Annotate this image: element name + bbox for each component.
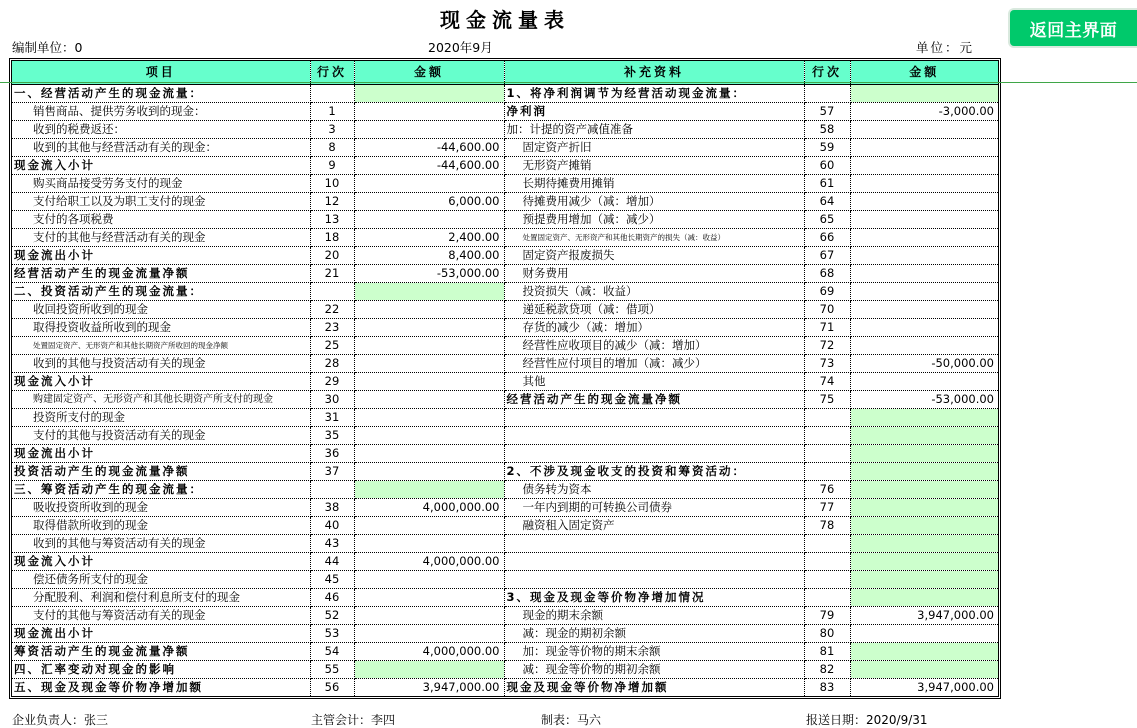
line-number: 36 [310, 444, 354, 462]
supplement-amount-cell[interactable] [850, 444, 998, 462]
item-label[interactable]: 现金流出小计 [12, 246, 310, 264]
table-row [12, 444, 998, 462]
line-number-2: 59 [804, 138, 850, 156]
amount-cell[interactable]: 4,000,000.00 [354, 642, 504, 660]
line-number: 12 [310, 192, 354, 210]
supplement-label[interactable]: 递延税款贷项（减：借项） [504, 300, 804, 318]
supplement-amount-cell[interactable] [850, 516, 998, 534]
col-header-amount: 金额 [354, 61, 504, 84]
table-row [12, 354, 998, 372]
supplement-amount-cell[interactable] [850, 336, 998, 354]
line-number: 56 [310, 678, 354, 696]
line-number-2: 64 [804, 192, 850, 210]
line-number-2 [804, 426, 850, 444]
amount-cell[interactable]: 6,000.00 [354, 192, 504, 210]
line-number: 18 [310, 228, 354, 246]
table-row [12, 318, 998, 336]
amount-cell[interactable] [354, 390, 504, 408]
amount-cell[interactable] [354, 210, 504, 228]
col-header-item: 项目 [12, 61, 310, 84]
line-number-2: 72 [804, 336, 850, 354]
amount-cell[interactable] [354, 84, 504, 102]
line-number-2: 79 [804, 606, 850, 624]
amount-cell[interactable] [354, 318, 504, 336]
line-number-2: 61 [804, 174, 850, 192]
table-row [12, 498, 998, 516]
item-label[interactable]: 支付的其他与筹资活动有关的现金 [12, 606, 310, 624]
line-number-2 [804, 588, 850, 606]
line-number: 28 [310, 354, 354, 372]
amount-cell[interactable] [354, 336, 504, 354]
table-row [12, 192, 998, 210]
table-row [12, 156, 998, 174]
amount-cell[interactable]: -53,000.00 [354, 264, 504, 282]
supplement-label[interactable]: 处置固定资产、无形资产和其他长期资产的损失（减：收益） [504, 228, 804, 246]
line-number: 25 [310, 336, 354, 354]
table-row [12, 138, 998, 156]
supplement-label[interactable] [504, 534, 804, 552]
supplement-label[interactable]: 债务转为资本 [504, 480, 804, 498]
item-label[interactable]: 三、筹资活动产生的现金流量： [12, 480, 310, 498]
supplement-amount-cell[interactable]: -50,000.00 [850, 354, 998, 372]
supplement-label[interactable]: 其他 [504, 372, 804, 390]
line-number-2: 58 [804, 120, 850, 138]
supplement-label[interactable]: 经营性应付项目的增加（减：减少） [504, 354, 804, 372]
supplement-amount-cell[interactable] [850, 246, 998, 264]
supplement-amount-cell[interactable] [850, 426, 998, 444]
line-number: 1 [310, 102, 354, 120]
line-number-2: 77 [804, 498, 850, 516]
line-number: 8 [310, 138, 354, 156]
supplement-label[interactable] [504, 444, 804, 462]
line-number-2: 69 [804, 282, 850, 300]
supplement-label[interactable] [504, 552, 804, 570]
supplement-label[interactable] [504, 570, 804, 588]
line-number [310, 480, 354, 498]
amount-cell[interactable] [354, 408, 504, 426]
org-label: 编制单位：0 [12, 40, 83, 55]
item-label[interactable]: 四、汇率变动对现金的影响 [12, 660, 310, 678]
supplement-amount-cell[interactable] [850, 462, 998, 480]
amount-cell[interactable] [354, 570, 504, 588]
supplement-amount-cell[interactable] [850, 372, 998, 390]
item-label[interactable]: 购建固定资产、无形资产和其他长期资产所支付的现金 [12, 390, 310, 408]
supplement-label[interactable]: 长期待摊费用摊销 [504, 174, 804, 192]
amount-cell[interactable] [354, 354, 504, 372]
supplement-label[interactable]: 待摊费用减少（减：增加） [504, 192, 804, 210]
supplement-label[interactable]: 一年内到期的可转换公司债券 [504, 498, 804, 516]
table-row [12, 426, 998, 444]
back-to-main-button[interactable]: 返回主界面 [1008, 8, 1137, 48]
amount-cell[interactable] [354, 444, 504, 462]
line-number: 20 [310, 246, 354, 264]
line-number-2: 81 [804, 642, 850, 660]
supplement-label[interactable]: 投资损失（减：收益） [504, 282, 804, 300]
amount-cell[interactable] [354, 300, 504, 318]
supplement-label[interactable]: 经营活动产生的现金流量净额 [504, 390, 804, 408]
amount-cell[interactable] [354, 120, 504, 138]
line-number-2: 65 [804, 210, 850, 228]
table-row [12, 120, 998, 138]
table-row [12, 642, 998, 660]
item-label[interactable]: 分配股利、利润和偿付利息所支付的现金 [12, 588, 310, 606]
line-number: 44 [310, 552, 354, 570]
table-row [12, 336, 998, 354]
col-header-line-no-2: 行次 [804, 61, 850, 84]
supplement-amount-cell[interactable] [850, 210, 998, 228]
supplement-label[interactable]: 1、将净利润调节为经营活动现金流量： [504, 84, 804, 102]
line-number: 43 [310, 534, 354, 552]
item-label[interactable]: 偿还债务所支付的现金 [12, 570, 310, 588]
supplement-amount-cell[interactable] [850, 282, 998, 300]
line-number-2: 82 [804, 660, 850, 678]
amount-cell[interactable] [354, 660, 504, 678]
line-number: 9 [310, 156, 354, 174]
supplement-amount-cell[interactable] [850, 264, 998, 282]
supplement-amount-cell[interactable]: 3,947,000.00 [850, 606, 998, 624]
amount-cell[interactable]: 2,400.00 [354, 228, 504, 246]
item-label[interactable]: 收到的其他与经营活动有关的现金： [12, 138, 310, 156]
supplement-amount-cell[interactable] [850, 156, 998, 174]
item-label[interactable]: 销售商品、提供劳务收到的现金： [12, 102, 310, 120]
item-label[interactable]: 五、现金及现金等价物净增加额 [12, 678, 310, 696]
table-row [12, 552, 998, 570]
supplement-label[interactable]: 减：现金的期初余额 [504, 624, 804, 642]
amount-cell[interactable] [354, 282, 504, 300]
supplement-amount-cell[interactable] [850, 660, 998, 678]
footer-preparer: 制表：马六 [541, 713, 602, 727]
amount-cell[interactable] [354, 534, 504, 552]
amount-cell[interactable] [354, 372, 504, 390]
line-number: 22 [310, 300, 354, 318]
amount-cell[interactable] [354, 516, 504, 534]
amount-cell[interactable] [354, 624, 504, 642]
amount-cell[interactable]: 4,000,000.00 [354, 498, 504, 516]
table-row [12, 102, 998, 120]
amount-cell[interactable] [354, 102, 504, 120]
col-header-line-no: 行次 [310, 61, 354, 84]
supplement-amount-cell[interactable] [850, 120, 998, 138]
item-label[interactable]: 筹资活动产生的现金流量净额 [12, 642, 310, 660]
supplement-label[interactable] [504, 426, 804, 444]
table-row [12, 660, 998, 678]
table-row [12, 174, 998, 192]
line-number: 53 [310, 624, 354, 642]
line-number-2: 78 [804, 516, 850, 534]
line-number: 21 [310, 264, 354, 282]
item-label[interactable]: 现金流出小计 [12, 444, 310, 462]
supplement-label[interactable]: 现金及现金等价物净增加额 [504, 678, 804, 696]
item-label[interactable]: 一、经营活动产生的现金流量： [12, 84, 310, 102]
cash-flow-table [9, 58, 1001, 699]
table-row [12, 678, 998, 696]
line-number-2: 67 [804, 246, 850, 264]
table-row [12, 210, 998, 228]
line-number: 46 [310, 588, 354, 606]
supplement-label[interactable]: 预提费用增加（减：减少） [504, 210, 804, 228]
line-number [310, 282, 354, 300]
line-number: 30 [310, 390, 354, 408]
item-label[interactable]: 投资活动产生的现金流量净额 [12, 462, 310, 480]
line-number: 38 [310, 498, 354, 516]
line-number-2 [804, 408, 850, 426]
table-header-row [12, 61, 998, 84]
table-row [12, 606, 998, 624]
line-number-2: 73 [804, 354, 850, 372]
supplement-label[interactable]: 固定资产报废损失 [504, 246, 804, 264]
footer-manager: 企业负责人：张三 [12, 713, 109, 727]
line-number-2 [804, 534, 850, 552]
supplement-label[interactable]: 融资租入固定资产 [504, 516, 804, 534]
table-row [12, 408, 998, 426]
line-number-2 [804, 462, 850, 480]
table-row [12, 372, 998, 390]
item-label[interactable]: 二、投资活动产生的现金流量： [12, 282, 310, 300]
line-number: 31 [310, 408, 354, 426]
supplement-label[interactable]: 财务费用 [504, 264, 804, 282]
item-label[interactable]: 收回投资所收到的现金 [12, 300, 310, 318]
line-number: 3 [310, 120, 354, 138]
supplement-amount-cell[interactable] [850, 588, 998, 606]
item-label[interactable]: 收到的其他与投资活动有关的现金 [12, 354, 310, 372]
amount-cell[interactable] [354, 606, 504, 624]
line-number: 10 [310, 174, 354, 192]
supplement-label[interactable] [504, 408, 804, 426]
table-row [12, 300, 998, 318]
item-label[interactable]: 支付给职工以及为职工支付的现金 [12, 192, 310, 210]
supplement-amount-cell[interactable] [850, 480, 998, 498]
item-label[interactable]: 吸收投资所收到的现金 [12, 498, 310, 516]
supplement-label[interactable]: 固定资产折旧 [504, 138, 804, 156]
line-number [310, 84, 354, 102]
supplement-amount-cell[interactable] [850, 624, 998, 642]
line-number: 37 [310, 462, 354, 480]
line-number: 13 [310, 210, 354, 228]
line-number: 54 [310, 642, 354, 660]
supplement-amount-cell[interactable] [850, 138, 998, 156]
item-label[interactable]: 现金流出小计 [12, 624, 310, 642]
table-row [12, 264, 998, 282]
line-number-2: 70 [804, 300, 850, 318]
report-period: 2020年9月 [428, 40, 493, 55]
line-number-2: 76 [804, 480, 850, 498]
line-number-2: 80 [804, 624, 850, 642]
supplement-amount-cell[interactable]: -3,000.00 [850, 102, 998, 120]
supplement-amount-cell[interactable] [850, 318, 998, 336]
item-label[interactable]: 取得投资收益所收到的现金 [12, 318, 310, 336]
item-label[interactable]: 取得借款所收到的现金 [12, 516, 310, 534]
line-number-2: 71 [804, 318, 850, 336]
line-number-2: 60 [804, 156, 850, 174]
table-row [12, 588, 998, 606]
supplement-label[interactable]: 经营性应收项目的减少（减：增加） [504, 336, 804, 354]
supplement-amount-cell[interactable] [850, 534, 998, 552]
supplement-amount-cell[interactable] [850, 192, 998, 210]
table-row [12, 480, 998, 498]
line-number-2 [804, 570, 850, 588]
amount-cell[interactable] [354, 426, 504, 444]
supplement-amount-cell[interactable] [850, 228, 998, 246]
supplement-label[interactable]: 加：现金等价物的期末余额 [504, 642, 804, 660]
amount-cell[interactable] [354, 588, 504, 606]
amount-cell[interactable]: 4,000,000.00 [354, 552, 504, 570]
col-header-amount-2: 金额 [850, 61, 998, 84]
page-title: 现金流量表 [440, 8, 570, 32]
line-number: 45 [310, 570, 354, 588]
table-row [12, 228, 998, 246]
line-number: 40 [310, 516, 354, 534]
amount-cell[interactable] [354, 462, 504, 480]
item-label[interactable]: 支付的各项税费 [12, 210, 310, 228]
line-number-2: 83 [804, 678, 850, 696]
supplement-amount-cell[interactable] [850, 570, 998, 588]
line-number: 52 [310, 606, 354, 624]
supplement-amount-cell[interactable]: -53,000.00 [850, 390, 998, 408]
supplement-amount-cell[interactable] [850, 552, 998, 570]
item-label[interactable]: 投资所支付的现金 [12, 408, 310, 426]
supplement-label[interactable]: 3、现金及现金等价物净增加情况 [504, 588, 804, 606]
line-number-2 [804, 444, 850, 462]
table-row [12, 246, 998, 264]
supplement-label[interactable]: 现金的期末余额 [504, 606, 804, 624]
amount-cell[interactable]: 3,947,000.00 [354, 678, 504, 696]
line-number-2: 74 [804, 372, 850, 390]
amount-cell[interactable]: 8,400.00 [354, 246, 504, 264]
supplement-amount-cell[interactable]: 3,947,000.00 [917, 679, 994, 694]
amount-cell[interactable]: -44,600.00 [354, 156, 504, 174]
freeze-pane-line [0, 82, 1137, 83]
supplement-amount-cell[interactable] [850, 84, 998, 102]
line-number-2: 75 [804, 390, 850, 408]
line-number: 35 [310, 426, 354, 444]
line-number: 29 [310, 372, 354, 390]
supplement-amount-cell[interactable] [850, 408, 998, 426]
amount-cell[interactable] [354, 480, 504, 498]
supplement-label[interactable]: 净利润 [504, 102, 804, 120]
item-label[interactable]: 现金流入小计 [12, 372, 310, 390]
amount-cell[interactable]: -44,600.00 [354, 138, 504, 156]
item-label[interactable]: 支付的其他与投资活动有关的现金 [12, 426, 310, 444]
line-number-2: 68 [804, 264, 850, 282]
item-label[interactable]: 收到的其他与筹资活动有关的现金 [12, 534, 310, 552]
supplement-label[interactable]: 存货的减少（减：增加） [504, 318, 804, 336]
table-row [12, 390, 998, 408]
amount-cell[interactable] [354, 174, 504, 192]
item-label[interactable]: 支付的其他与经营活动有关的现金 [12, 228, 310, 246]
table-row [12, 624, 998, 642]
line-number-2: 66 [804, 228, 850, 246]
table-row [12, 462, 998, 480]
supplement-amount-cell[interactable] [850, 300, 998, 318]
supplement-label[interactable]: 2、不涉及现金收支的投资和筹资活动： [504, 462, 804, 480]
item-label[interactable]: 经营活动产生的现金流量净额 [12, 264, 310, 282]
item-label[interactable]: 收到的税费返还： [12, 120, 310, 138]
table-row [12, 570, 998, 588]
supplement-label[interactable]: 无形资产摊销 [504, 156, 804, 174]
supplement-amount-cell[interactable] [850, 498, 998, 516]
table-row [12, 516, 998, 534]
item-label[interactable]: 购买商品接受劳务支付的现金 [12, 174, 310, 192]
col-header-supplement: 补充资料 [504, 61, 804, 84]
item-label[interactable]: 现金流入小计 [12, 552, 310, 570]
item-label[interactable]: 现金流入小计 [12, 156, 310, 174]
supplement-label[interactable]: 加：计提的资产减值准备 [504, 120, 804, 138]
line-number: 55 [310, 660, 354, 678]
supplement-label[interactable]: 减：现金等价物的期初余额 [504, 660, 804, 678]
footer-accountant: 主管会计：李四 [311, 713, 396, 727]
currency-unit: 单位：元 [916, 40, 975, 55]
supplement-amount-cell[interactable] [850, 174, 998, 192]
line-number-2 [804, 552, 850, 570]
supplement-amount-cell[interactable] [850, 642, 998, 660]
item-label[interactable]: 处置固定资产、无形资产和其他长期资产所收回的现金净额 [12, 336, 310, 354]
line-number: 23 [310, 318, 354, 336]
table-row [12, 84, 998, 102]
table-row [12, 534, 998, 552]
line-number-2 [804, 84, 850, 102]
line-number-2: 57 [804, 102, 850, 120]
table-row [12, 282, 998, 300]
footer-report-date: 报送日期：2020/9/31 [806, 713, 928, 727]
